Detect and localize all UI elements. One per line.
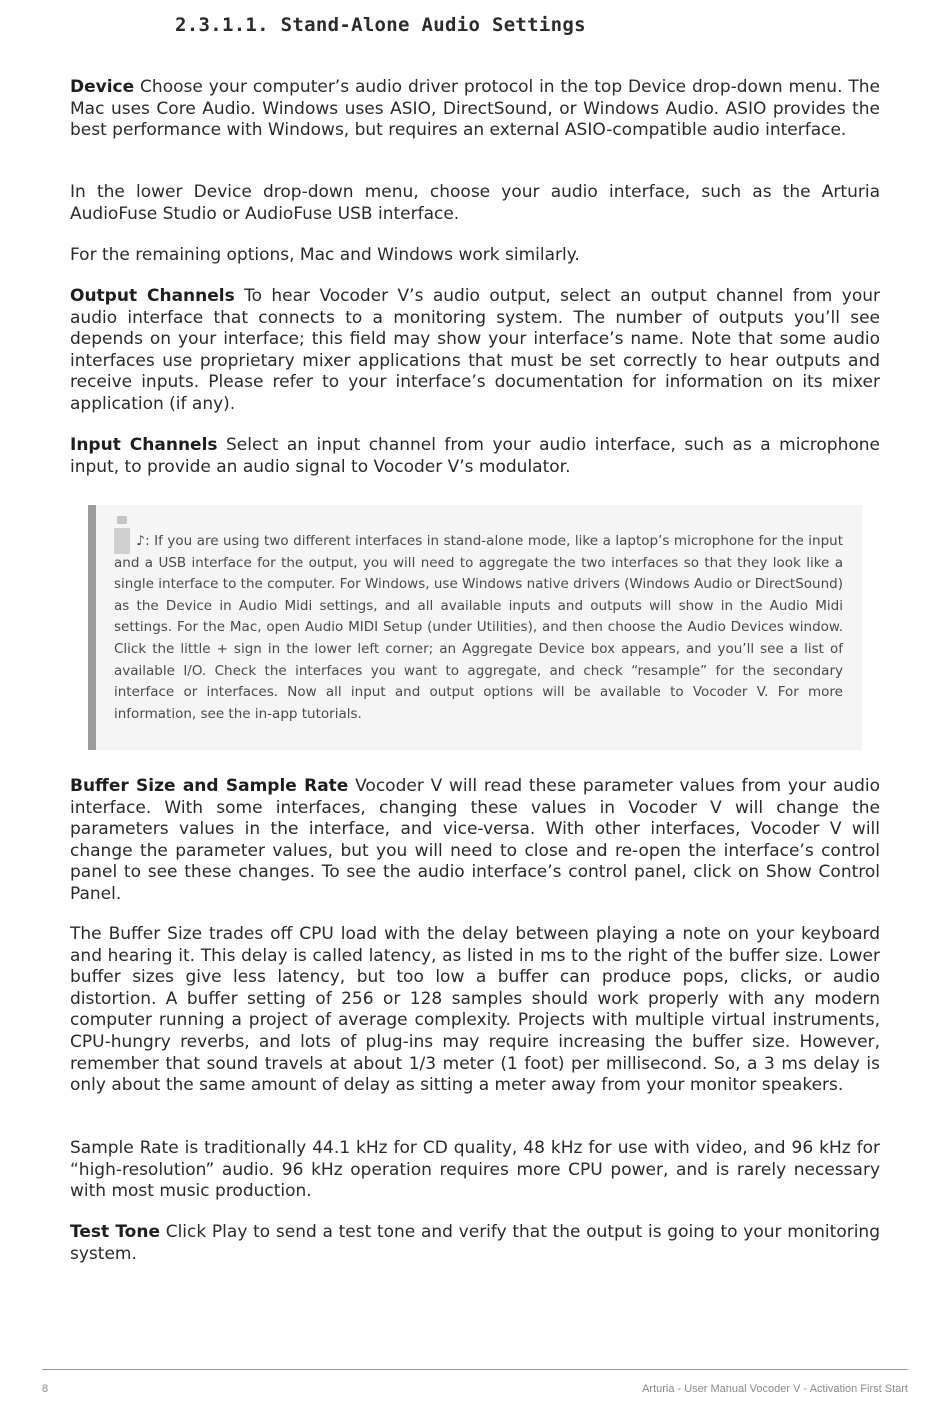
footer-divider: [42, 1369, 908, 1370]
paragraph-output-channels: [70, 286, 880, 416]
paragraph-buffer-size-sample-rate: [70, 776, 880, 906]
paragraph-text: In the lower Device drop-down menu, choose your audio interface, such as the Arturia AudioFuse Studio or AudioFuse USB interface.: [70, 182, 880, 224]
paragraph-remaining-options: [70, 245, 880, 267]
paragraph-text: Vocoder V will read these parameter values from your audio interface. With some interfaces, changing these values in Vocoder V will change the parameters values in the interface, and vice-versa. With other interfaces, Vocoder V will change the parameter values, but you will need to close and re-open the interface’s control panel to see these changes. To see the audio interface’s control panel, click on Show Control Panel.: [70, 776, 880, 904]
paragraph-device: [70, 77, 880, 142]
paragraph-text: Select an input channel from your audio interface, such as a microphone input, to provide an audio signal to Vocoder V’s modulator.: [70, 435, 880, 477]
info-note-text: [114, 531, 843, 725]
term-label: Test Tone: [70, 1222, 160, 1242]
note-symbol: ♪:: [136, 533, 150, 549]
paragraph-text: Choose your computer’s audio driver protocol in the top Device drop-down menu. The Mac uses Core Audio. Windows uses ASIO, DirectSound, or Windows Audio. ASIO provides the best performance with Windows, but requires an external ASIO-compatible audio interface.: [70, 77, 880, 141]
paragraph-test-tone: [70, 1222, 880, 1265]
paragraph-buffer-size: [70, 924, 880, 1097]
paragraph-text: Sample Rate is traditionally 44.1 kHz for CD quality, 48 kHz for use with video, and 96 kHz for “high-resolution” audio. 96 kHz operation requires more CPU power, and is rarely necessary with most music production.: [70, 1138, 880, 1202]
paragraph-lower-device: [70, 182, 880, 225]
footer-title: Arturia - User Manual Vocoder V - Activation First Start: [642, 1383, 908, 1395]
term-label: Device: [70, 77, 135, 97]
paragraph-text: Click Play to send a test tone and verify that the output is going to your monitoring system.: [70, 1222, 881, 1264]
section-heading: 2.3.1.1. Stand-Alone Audio Settings: [175, 14, 586, 36]
paragraph-sample-rate: [70, 1138, 880, 1203]
paragraph-text: The Buffer Size trades off CPU load with the delay between playing a note on your keyboard and hearing it. This delay is called latency, as listed in ms to the right of the buffer size. Lower buffer sizes give less latency, but too low a buffer can produce pops, clicks, or audio distortion. A buffer setting of 256 or 128 samples should work properly with any modern computer running a project of average complexity. Projects with multiple virtual instruments, CPU-hungry reverbs, and lots of plug-ins may require increasing the buffer size. However, remember that sound travels at about 1/3 meter (1 foot) per millisecond. So, a 3 ms delay is only about the same amount of delay as sitting a meter away from your monitor speakers.: [70, 924, 880, 1096]
paragraph-text: To hear Vocoder V’s audio output, select an output channel from your audio interface that connects to a monitoring system. The number of outputs you’ll see depends on your interface; this field may show your interface’s name. Note that some audio interfaces use proprietary mixer applications that must be set correctly to hear outputs and receive inputs. Please refer to your interface’s documentation for information on its mixer application (if any).: [70, 286, 880, 414]
paragraph-input-channels: [70, 435, 880, 478]
term-label: Output Channels: [70, 286, 235, 306]
paragraph-text: For the remaining options, Mac and Windows work similarly.: [70, 245, 580, 265]
term-label: Input Channels: [70, 435, 218, 455]
note-body: If you are using two different interfaces in stand-alone mode, like a laptop’s microphone for the input and a USB interface for the output, you will need to aggregate the two interfaces so that they look like a single interface to the computer. For Windows, use Windows native drivers (Windows Audio or DirectSound) as the Device in Audio Midi settings, and all available inputs and outputs will show in the Audio Midi settings. For the Mac, open Audio MIDI Setup (under Utilities), and then choose the Audio Devices window. Click the little + sign in the lower left corner; an Aggregate Device box appears, and you’ll see a list of available I/O. Check the interfaces you want to aggregate, and check “resample” for the secondary interface or interfaces. Now all input and output options will be available to Vocoder V. For more information, see the in-app tutorials.: [114, 533, 843, 722]
term-label: Buffer Size and Sample Rate: [70, 776, 349, 796]
page-number: 8: [42, 1383, 49, 1395]
